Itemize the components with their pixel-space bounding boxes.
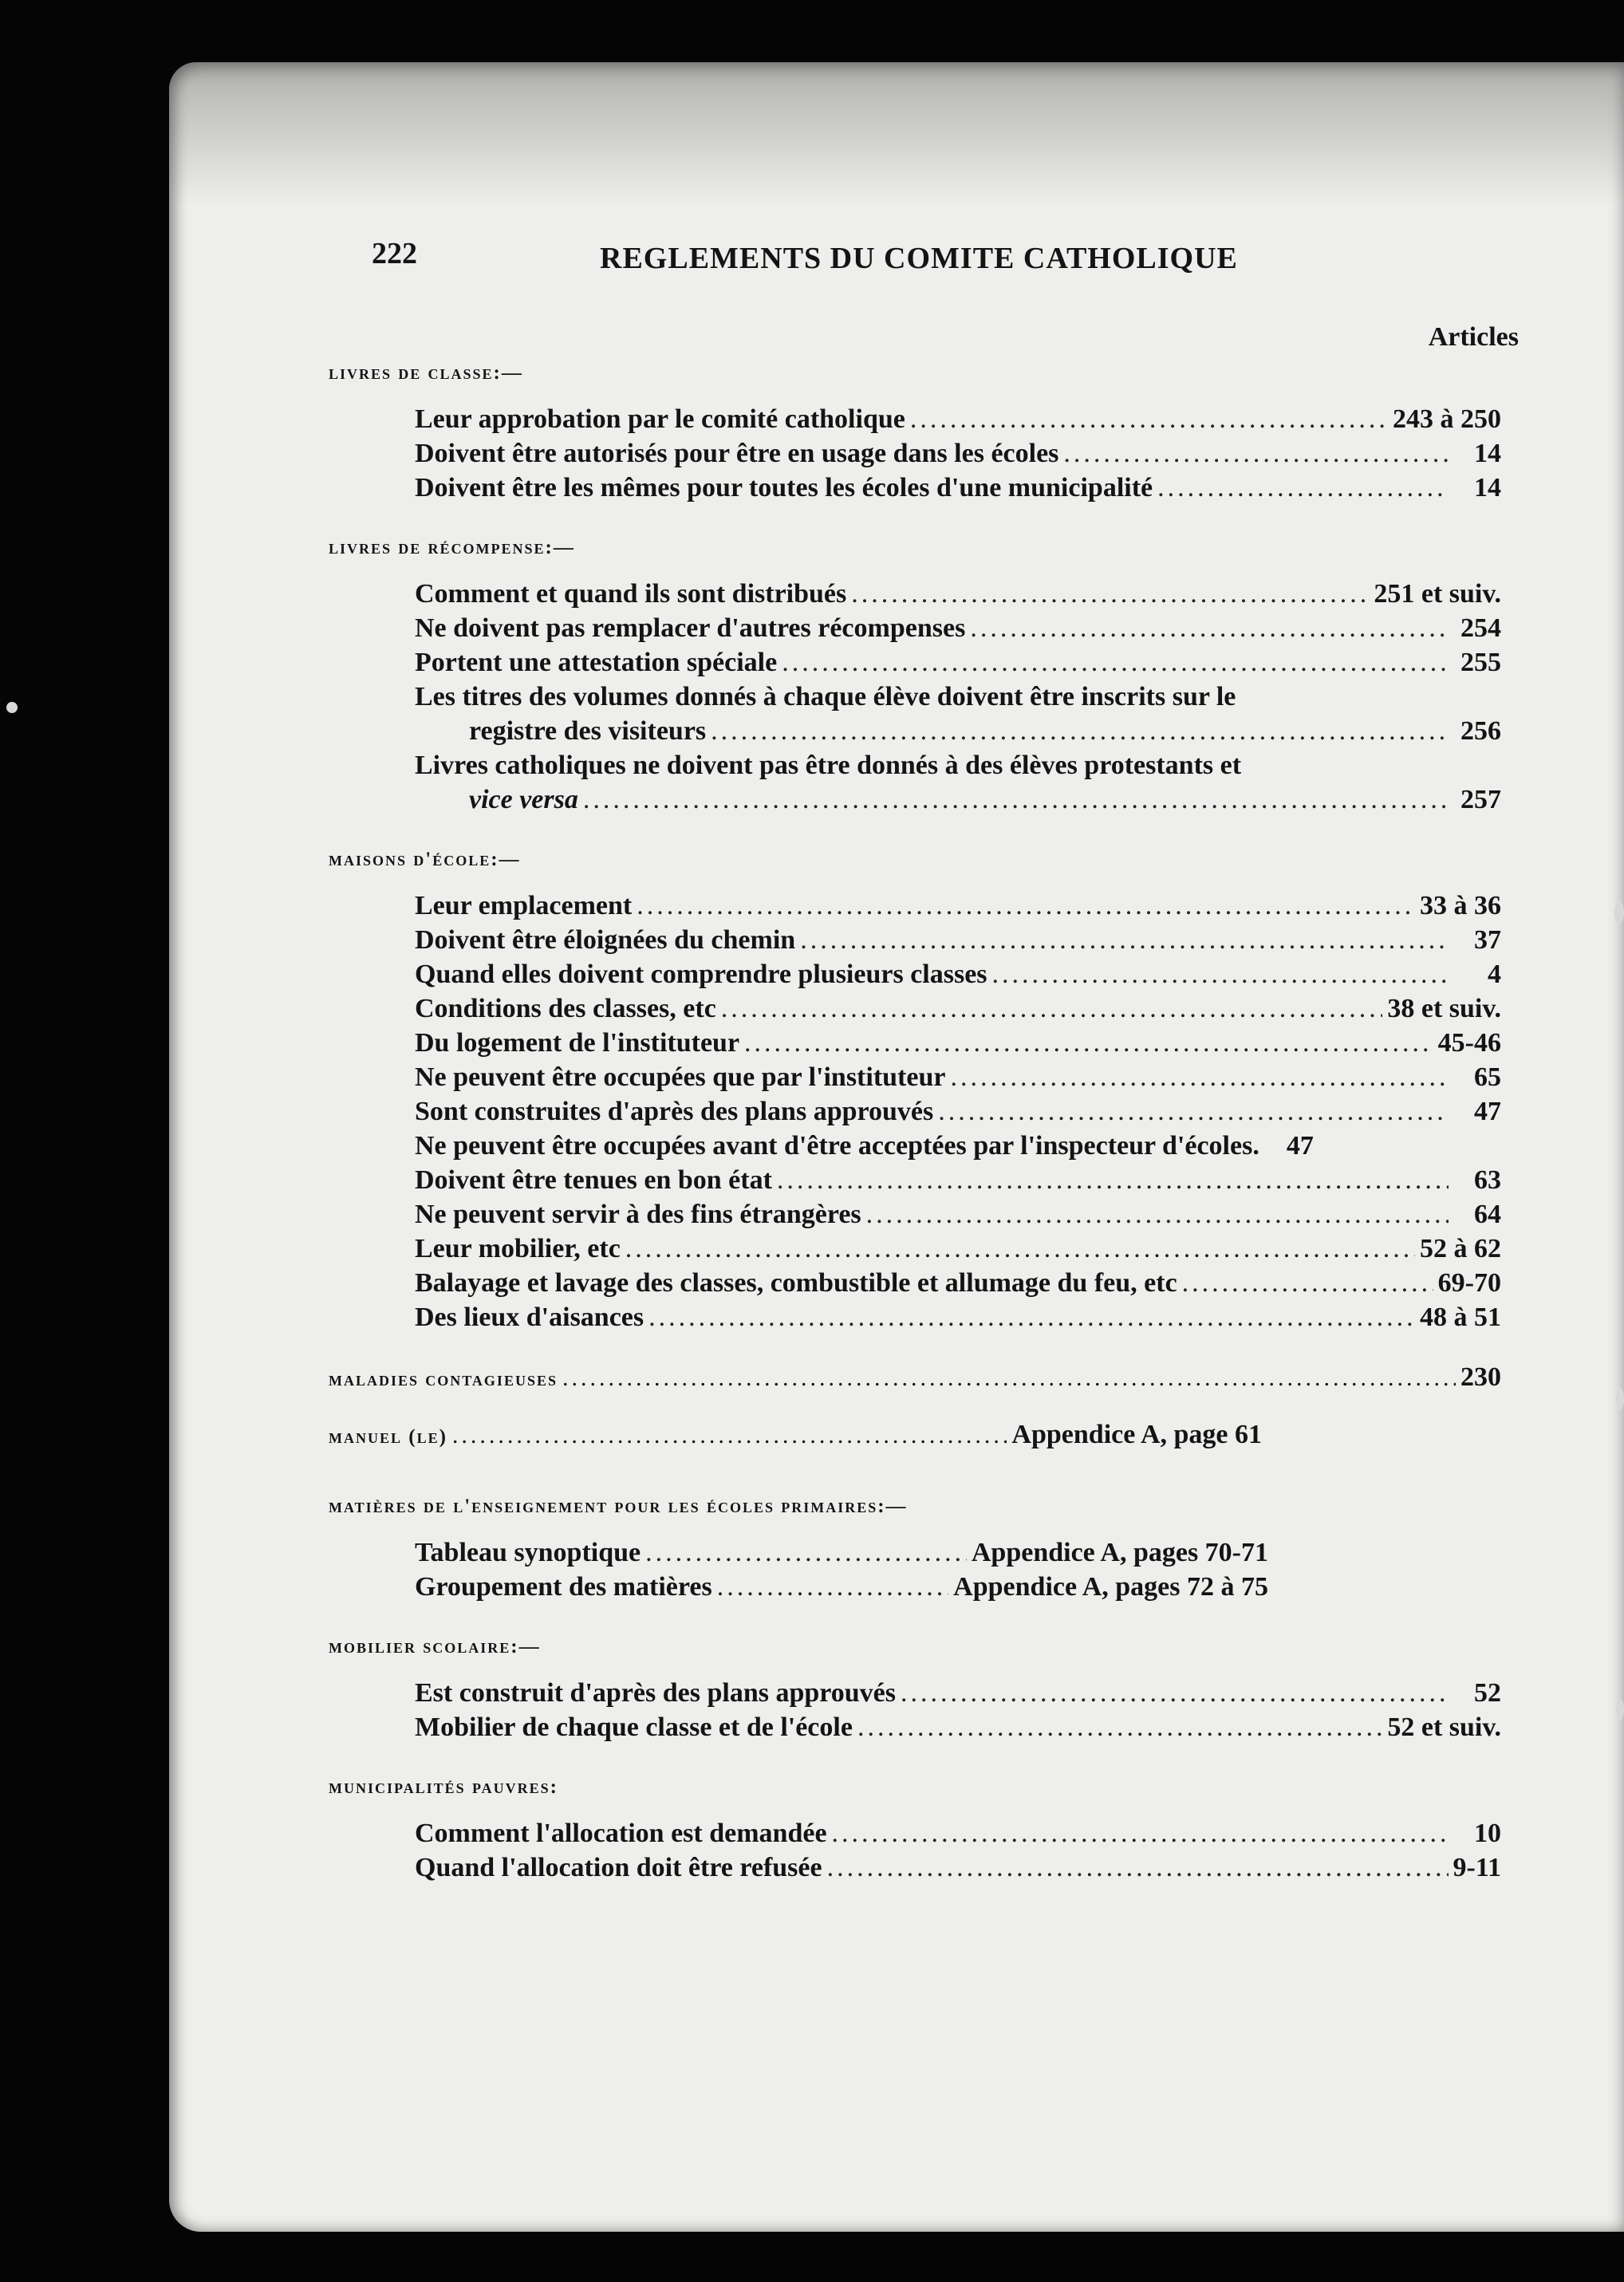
section-entries bbox=[329, 577, 1501, 817]
section-entries bbox=[329, 1676, 1501, 1744]
dot-leader bbox=[857, 1710, 1382, 1744]
index-entry bbox=[415, 1094, 1501, 1129]
dot-leader bbox=[866, 1197, 1449, 1232]
entry-text: Quand elles doivent comprendre plusieurs classes bbox=[415, 960, 987, 989]
scan-speck bbox=[1616, 1388, 1624, 1410]
section-entries bbox=[329, 889, 1501, 1334]
dot-leader bbox=[800, 923, 1449, 957]
entry-text: Leur approbation par le comité catholique bbox=[415, 404, 905, 434]
dot-leader bbox=[721, 991, 1383, 1026]
section-title-row bbox=[329, 1406, 1262, 1464]
entry-ref: 64 bbox=[1474, 1200, 1501, 1229]
page-content bbox=[329, 223, 1519, 1885]
page-number: 222 bbox=[372, 237, 417, 270]
entry-text: Doivent être autorisés pour être en usage dans les écoles bbox=[415, 439, 1059, 468]
entry-text: Leur emplacement bbox=[415, 891, 633, 920]
entry-text: Mobilier de chaque classe et de l'école bbox=[415, 1712, 853, 1742]
entry-text: Groupement des matières bbox=[415, 1572, 712, 1602]
entry-ref: Appendice A, pages 72 à 75 bbox=[953, 1572, 1268, 1602]
index-entry bbox=[415, 402, 1501, 436]
index-entry bbox=[415, 1129, 1501, 1163]
section-title: manuel (le) bbox=[329, 1426, 447, 1448]
entry-text: Doivent être tenues en bon état bbox=[415, 1165, 772, 1195]
page-shadow bbox=[169, 62, 1624, 206]
dot-leader bbox=[1182, 1266, 1433, 1300]
index-entry bbox=[415, 1710, 1501, 1744]
index-section bbox=[329, 1349, 1501, 1406]
index-section bbox=[329, 1478, 1501, 1604]
index-entry bbox=[415, 1570, 1268, 1604]
entry-ref: 48 à 51 bbox=[1420, 1303, 1501, 1332]
entry-ref: 65 bbox=[1474, 1062, 1501, 1092]
entry-text: Conditions des classes, etc bbox=[415, 994, 716, 1023]
index-entry bbox=[415, 436, 1501, 471]
entry-text: Du logement de l'instituteur bbox=[415, 1028, 740, 1058]
index-entry bbox=[415, 645, 1501, 680]
entry-ref: 37 bbox=[1474, 925, 1501, 955]
entry-ref: 256 bbox=[1460, 716, 1501, 746]
entry-text: Est construit d'après des plans approuvés bbox=[415, 1678, 896, 1708]
dot-leader bbox=[901, 1676, 1449, 1710]
entry-ref: 251 et suiv. bbox=[1374, 579, 1501, 609]
index-entry bbox=[415, 748, 1501, 817]
entry-ref: 254 bbox=[1460, 613, 1501, 643]
entry-ref: 69-70 bbox=[1437, 1268, 1501, 1298]
entry-ref: 243 à 250 bbox=[1393, 404, 1501, 434]
dot-leader bbox=[970, 611, 1449, 645]
entry-ref: 14 bbox=[1474, 473, 1501, 503]
entry-ref: 14 bbox=[1474, 439, 1501, 468]
index-entry bbox=[415, 1026, 1501, 1060]
entry-text: Comment et quand ils sont distribués bbox=[415, 579, 847, 609]
entry-ref: Appendice A, page 61 bbox=[1011, 1420, 1262, 1449]
dot-leader bbox=[827, 1850, 1449, 1885]
index-section bbox=[329, 1759, 1501, 1885]
index-entry bbox=[415, 1060, 1501, 1094]
page-header bbox=[329, 223, 1519, 352]
section-entries bbox=[329, 402, 1501, 505]
entry-text: Ne doivent pas remplacer d'autres récompenses bbox=[415, 613, 966, 643]
entry-text: Balayage et lavage des classes, combustible et allumage du feu, etc bbox=[415, 1268, 1177, 1298]
dot-leader bbox=[782, 645, 1449, 680]
section-title: livres de classe:— bbox=[329, 362, 523, 384]
index-entry bbox=[415, 1676, 1501, 1710]
entry-text: Quand l'allocation doit être refusée bbox=[415, 1853, 822, 1882]
index-section bbox=[329, 1406, 1262, 1464]
dot-leader bbox=[910, 402, 1388, 436]
entry-ref: Appendice A, pages 70-71 bbox=[971, 1538, 1268, 1567]
index-section bbox=[329, 1618, 1501, 1744]
index-entry bbox=[415, 680, 1501, 748]
dot-leader bbox=[625, 1232, 1415, 1266]
dot-leader bbox=[562, 1350, 1456, 1407]
index-entry bbox=[415, 471, 1501, 505]
index-entry bbox=[415, 1816, 1501, 1850]
dot-leader bbox=[717, 1570, 948, 1604]
index-entry bbox=[415, 1232, 1501, 1266]
index-entry bbox=[415, 1163, 1501, 1197]
section-title-row bbox=[329, 1349, 1501, 1406]
dot-leader bbox=[744, 1026, 1433, 1060]
section-title: municipalités pauvres: bbox=[329, 1776, 558, 1798]
entry-ref: 257 bbox=[1460, 785, 1501, 814]
entry-ref: 45-46 bbox=[1437, 1028, 1501, 1058]
entry-ref: 255 bbox=[1460, 648, 1501, 677]
dot-leader bbox=[992, 957, 1449, 991]
entry-continuation: registre des visiteurs bbox=[469, 716, 707, 746]
section-title: matières de l'enseignement pour les écoles primaires:— bbox=[329, 1496, 908, 1517]
index-entry bbox=[415, 1300, 1501, 1334]
dot-leader bbox=[637, 889, 1415, 923]
entry-text: Doivent être les mêmes pour toutes les écoles d'une municipalité bbox=[415, 473, 1153, 503]
index-entry bbox=[415, 923, 1501, 957]
scan-speck bbox=[6, 702, 18, 713]
section-title: mobilier scolaire:— bbox=[329, 1636, 541, 1657]
entry-text: Les titres des volumes donnés à chaque élève doivent être inscrits sur le bbox=[415, 682, 1236, 711]
entry-text: Ne peuvent être occupées que par l'instituteur bbox=[415, 1062, 946, 1092]
dot-leader bbox=[777, 1163, 1449, 1197]
scan-speck bbox=[1616, 1699, 1624, 1720]
section-title: livres de récompense:— bbox=[329, 537, 575, 558]
index-entry bbox=[415, 611, 1501, 645]
entry-ref: 4 bbox=[1488, 960, 1501, 989]
entry-text: Sont construites d'après des plans approuvés bbox=[415, 1097, 934, 1126]
entry-text: Doivent être éloignées du chemin bbox=[415, 925, 796, 955]
running-title: REGLEMENTS DU COMITE CATHOLIQUE bbox=[600, 242, 1238, 275]
section-title: maisons d'école:— bbox=[329, 849, 521, 870]
index-entry bbox=[415, 577, 1501, 611]
entry-ref: 10 bbox=[1474, 1819, 1501, 1848]
index-entry bbox=[415, 1535, 1268, 1570]
entry-text: Livres catholiques ne doivent pas être donnés à des élèves protestants et bbox=[415, 751, 1242, 780]
entry-text: Ne peuvent servir à des fins étrangères bbox=[415, 1200, 861, 1229]
entry-ref: 47 bbox=[1286, 1131, 1314, 1161]
entry-text: Tableau synoptique bbox=[415, 1538, 641, 1567]
dot-leader bbox=[452, 1407, 1007, 1464]
entry-ref: 52 et suiv. bbox=[1387, 1712, 1501, 1742]
section-entries bbox=[329, 1535, 1268, 1604]
dot-leader bbox=[950, 1060, 1449, 1094]
section-entries bbox=[329, 1816, 1501, 1885]
entry-text: Portent une attestation spéciale bbox=[415, 648, 778, 677]
index-entry bbox=[415, 1850, 1501, 1885]
dot-leader bbox=[851, 577, 1369, 611]
entry-text: Des lieux d'aisances bbox=[415, 1303, 644, 1332]
entry-ref: 230 bbox=[1460, 1362, 1501, 1392]
index-entry bbox=[415, 1197, 1501, 1232]
dot-leader bbox=[938, 1094, 1449, 1129]
index-entry bbox=[415, 957, 1501, 991]
entry-text: Leur mobilier, etc bbox=[415, 1234, 621, 1263]
entry-ref: 47 bbox=[1474, 1097, 1501, 1126]
index-section bbox=[329, 519, 1501, 817]
entry-ref: 52 bbox=[1474, 1678, 1501, 1708]
entry-ref: 9-11 bbox=[1453, 1853, 1501, 1882]
dot-leader bbox=[645, 1535, 967, 1570]
entry-continuation: vice versa bbox=[469, 785, 578, 814]
entry-text: Comment l'allocation est demandée bbox=[415, 1819, 827, 1848]
entry-ref: 33 à 36 bbox=[1420, 891, 1501, 920]
entry-ref: 52 à 62 bbox=[1420, 1234, 1501, 1263]
index-entry bbox=[415, 991, 1501, 1026]
entry-ref: 63 bbox=[1474, 1165, 1501, 1195]
index-entry bbox=[415, 1266, 1501, 1300]
dot-leader bbox=[832, 1816, 1449, 1850]
index-section bbox=[329, 831, 1501, 1334]
entry-text: Ne peuvent être occupées avant d'être acceptées par l'inspecteur d'écoles. bbox=[415, 1131, 1259, 1161]
dot-leader bbox=[1157, 471, 1449, 505]
dot-leader bbox=[711, 714, 1449, 748]
column-heading: Articles bbox=[1428, 322, 1519, 352]
entry-ref: 38 et suiv. bbox=[1387, 994, 1501, 1023]
index-section bbox=[329, 345, 1501, 505]
dot-leader bbox=[1063, 436, 1449, 471]
scan-speck bbox=[1614, 901, 1624, 924]
section-title: maladies contagieuses bbox=[329, 1369, 558, 1390]
dot-leader bbox=[648, 1300, 1415, 1334]
index-entry bbox=[415, 889, 1501, 923]
dot-leader bbox=[583, 782, 1449, 817]
